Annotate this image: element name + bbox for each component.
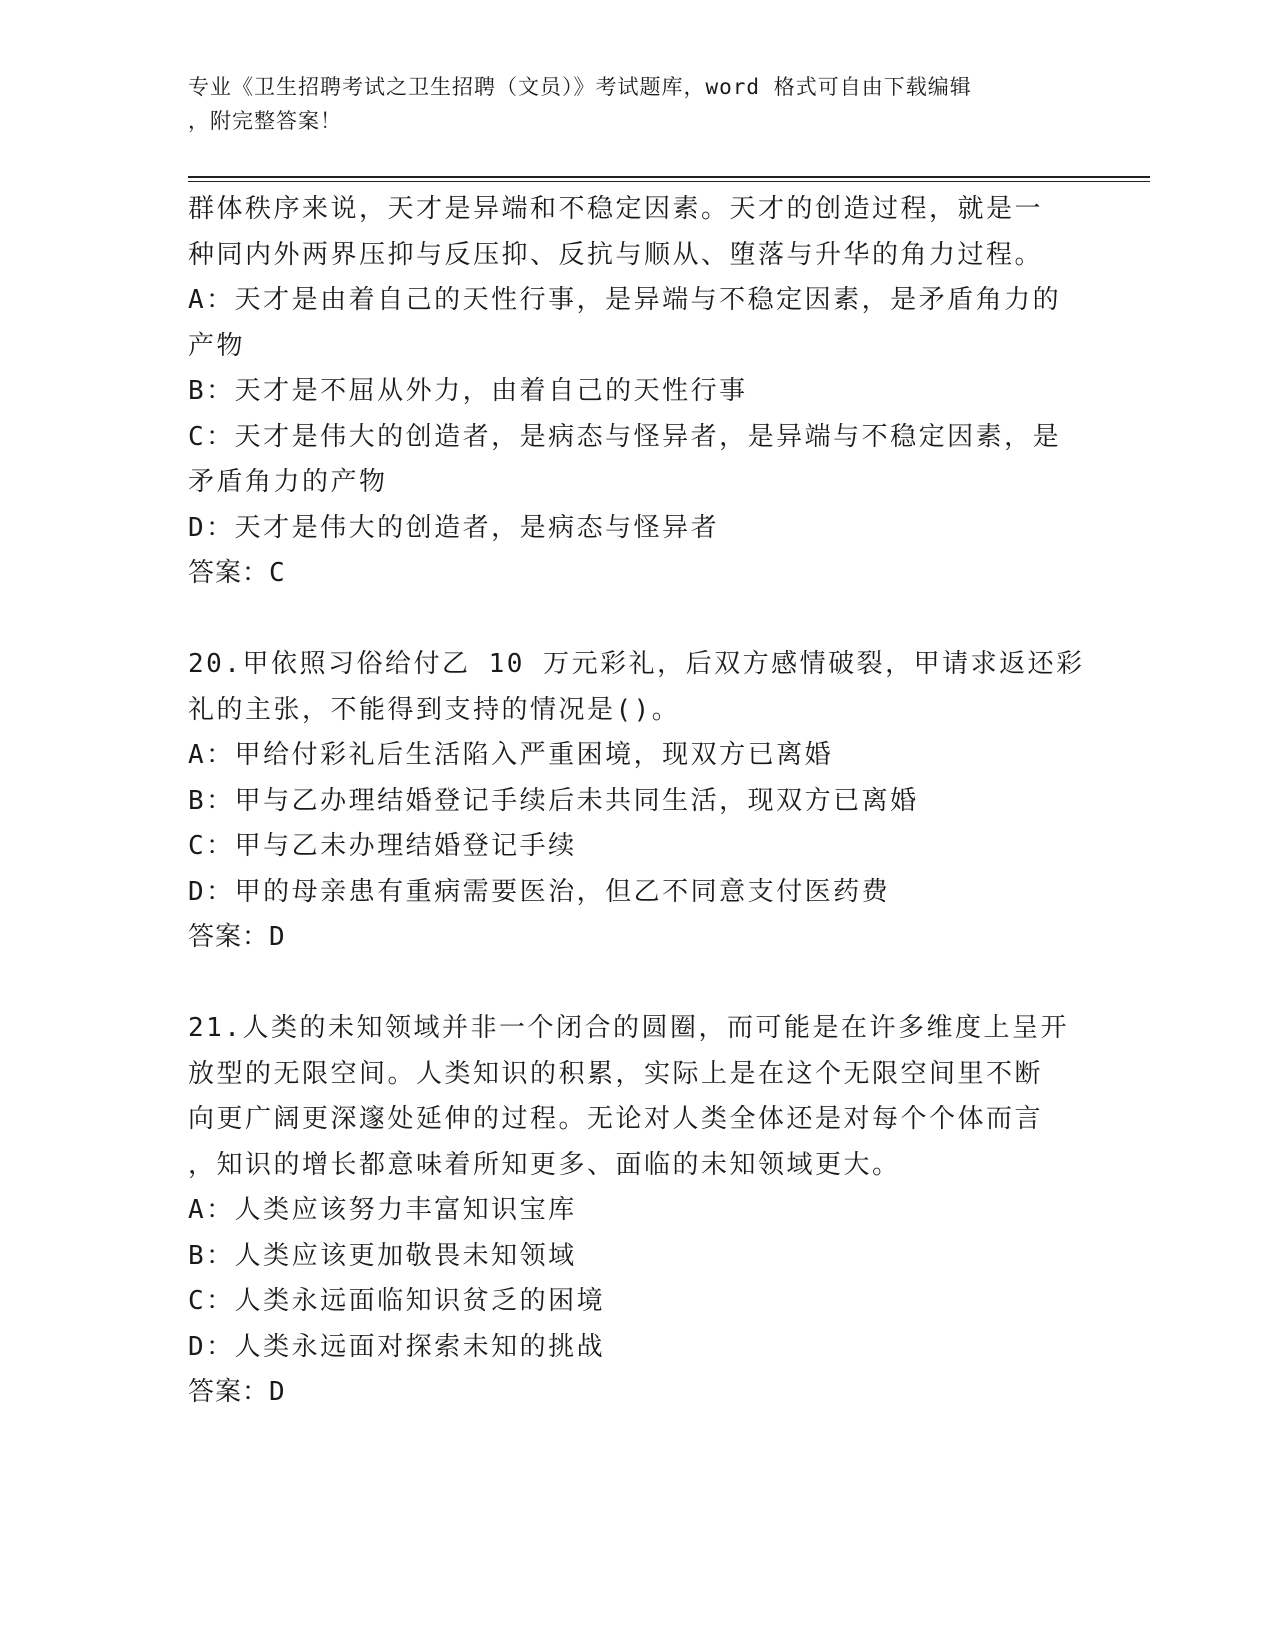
question-19-option-d: D：天才是伟大的创造者，是病态与怪异者 — [188, 512, 720, 543]
question-20-option-a: A：甲给付彩礼后生活陷入严重困境，现双方已离婚 — [188, 740, 834, 770]
question-content — [188, 187, 1088, 1416]
header-line-1: 专业《卫生招聘考试之卫生招聘（文员）》考试题库，word 格式可自由下载编辑 — [188, 75, 972, 99]
question-spacer — [188, 961, 1088, 1007]
question-20-stem-line-2: 礼的主张，不能得到支持的情况是()。 — [188, 694, 681, 725]
question-19 — [188, 187, 1088, 597]
question-21-option-c: C：人类永远面临知识贫乏的困境 — [188, 1286, 606, 1316]
question-21-answer: 答案：D — [188, 1377, 286, 1407]
header-line-2: ，附完整答案！ — [188, 109, 342, 133]
question-20 — [188, 642, 1088, 961]
question-19-option-c-line-2: 矛盾角力的产物 — [188, 467, 388, 497]
question-spacer — [188, 597, 1088, 643]
question-21 — [188, 1006, 1088, 1416]
question-19-option-a-line-2: 产物 — [188, 330, 246, 361]
document-header — [188, 70, 1088, 138]
question-21-stem-line-4: ，知识的增长都意味着所知更多、面临的未知领域更大。 — [188, 1149, 901, 1180]
header-divider-thick — [188, 176, 1150, 178]
question-19-option-b: B：天才是不屈从外力，由着自己的天性行事 — [188, 376, 748, 406]
question-20-answer: 答案：D — [188, 922, 286, 952]
question-19-option-c-line-1: C：天才是伟大的创造者，是病态与怪异者，是异端与不稳定因素，是 — [188, 421, 1062, 452]
question-19-option-a-line-1: A：天才是由着自己的天性行事，是异端与不稳定因素，是矛盾角力的 — [188, 285, 1062, 315]
question-21-option-d: D：人类永远面对探索未知的挑战 — [188, 1331, 606, 1362]
question-20-option-c: C：甲与乙未办理结婚登记手续 — [188, 831, 577, 861]
question-19-stem-line-2: 种同内外两界压抑与反压抑、反抗与顺从、堕落与升华的角力过程。 — [188, 239, 1044, 270]
question-21-stem-line-1: 21.人类的未知领域并非一个闭合的圆圈，而可能是在许多维度上呈开 — [188, 1013, 1069, 1043]
question-20-option-d: D：甲的母亲患有重病需要医治，但乙不同意支付医药费 — [188, 876, 891, 907]
question-21-option-a: A：人类应该努力丰富知识宝库 — [188, 1195, 577, 1225]
question-21-option-b: B：人类应该更加敬畏未知领域 — [188, 1240, 577, 1271]
question-20-stem-line-1: 20.甲依照习俗给付乙 10 万元彩礼，后双方感情破裂，甲请求返还彩 — [188, 649, 1085, 679]
question-20-option-b: B：甲与乙办理结婚登记手续后未共同生活，现双方已离婚 — [188, 785, 919, 816]
question-19-answer: 答案：C — [188, 558, 286, 588]
question-19-stem-line-1: 群体秩序来说，天才是异端和不稳定因素。天才的创造过程，就是一 — [188, 194, 1044, 224]
question-21-stem-line-2: 放型的无限空间。人类知识的积累，实际上是在这个无限空间里不断 — [188, 1058, 1044, 1089]
header-divider-thin — [188, 181, 1150, 182]
question-21-stem-line-3: 向更广阔更深邃处延伸的过程。无论对人类全体还是对每个个体而言 — [188, 1104, 1044, 1134]
